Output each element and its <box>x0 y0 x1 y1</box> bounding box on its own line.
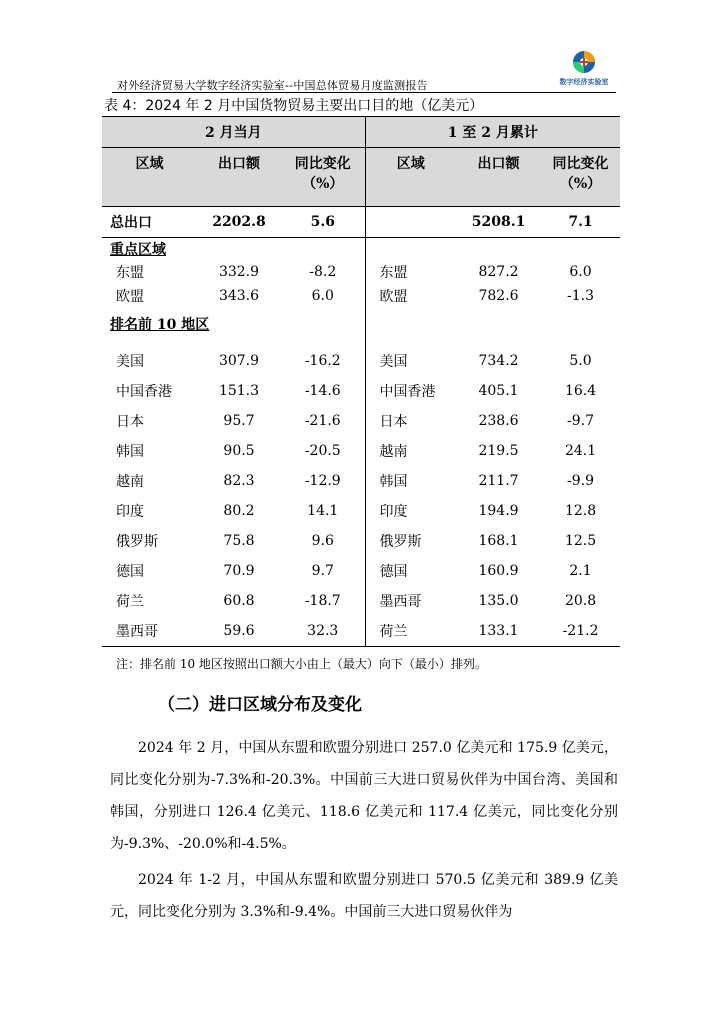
table-row <box>102 376 620 406</box>
cumulative-yoy: 5.0 <box>569 353 592 369</box>
cumulative-region: 美国 <box>365 346 456 376</box>
cumulative-yoy: 20.8 <box>564 593 597 609</box>
table-column-header <box>102 148 620 207</box>
monthly-value: 343.6 <box>218 288 260 304</box>
cumulative-region: 越南 <box>365 436 456 466</box>
total-row <box>102 207 620 238</box>
cumulative-region: 德国 <box>365 556 456 586</box>
table-row <box>102 284 620 308</box>
col-region: 区域 <box>365 148 456 207</box>
cumulative-value: 734.2 <box>478 353 519 369</box>
section-top10-label: 排名前 10 地区 <box>110 317 210 333</box>
monthly-region: 韩国 <box>116 444 144 460</box>
monthly-yoy: -16.2 <box>304 353 341 369</box>
total-cumulative-label <box>365 207 456 238</box>
cumulative-region: 欧盟 <box>365 284 456 308</box>
monthly-value: 80.2 <box>223 503 255 519</box>
monthly-yoy: -20.5 <box>304 443 341 459</box>
cumulative-yoy: 16.4 <box>564 383 597 399</box>
table-row <box>102 436 620 466</box>
total-monthly-yoy: 5.6 <box>281 207 365 238</box>
section-title: （二）进口区域分布及变化 <box>158 695 362 715</box>
cumulative-value: 782.6 <box>478 288 519 304</box>
cumulative-value: 219.5 <box>478 443 519 459</box>
monthly-yoy: 9.6 <box>311 533 334 549</box>
cumulative-value: 135.0 <box>478 593 519 609</box>
cumulative-region: 荷兰 <box>365 616 456 647</box>
total-monthly-value: 2202.8 <box>197 207 281 238</box>
table-row <box>102 260 620 284</box>
cumulative-yoy: 12.8 <box>564 503 597 519</box>
cumulative-value: 827.2 <box>478 264 519 280</box>
cumulative-yoy: -9.9 <box>567 473 595 489</box>
export-destination-table <box>102 116 620 647</box>
monthly-region: 中国香港 <box>116 384 172 400</box>
monthly-region: 越南 <box>116 474 144 490</box>
report-header: 对外经济贸易大学数字经济实验室--中国总体贸易月度监测报告 <box>117 79 428 92</box>
monthly-value: 75.8 <box>223 533 255 549</box>
total-cumulative-yoy: 7.1 <box>541 207 620 238</box>
lab-logo-text: 数字经济实验室 <box>559 78 609 86</box>
cumulative-region: 韩国 <box>365 466 456 496</box>
lab-logo <box>554 50 614 90</box>
table-row <box>102 616 620 647</box>
table-row <box>102 406 620 436</box>
cumulative-yoy: 12.5 <box>564 533 597 549</box>
monthly-region: 墨西哥 <box>102 616 197 647</box>
cumulative-value: 405.1 <box>478 383 519 399</box>
table-row <box>102 466 620 496</box>
cumulative-yoy: 24.1 <box>564 443 597 459</box>
monthly-region: 俄罗斯 <box>116 534 158 550</box>
monthly-region: 美国 <box>116 354 144 370</box>
monthly-region: 德国 <box>116 564 144 580</box>
period-cumulative: 1 至 2 月累计 <box>365 117 620 148</box>
monthly-region: 日本 <box>116 414 144 430</box>
cumulative-yoy: -21.2 <box>541 616 620 647</box>
lab-logo-icon <box>572 50 596 74</box>
total-cumulative-value: 5208.1 <box>456 207 541 238</box>
paragraph: 2024 年 1-2 月，中国从东盟和欧盟分别进口 570.5 亿美元和 389.9 亿美元，同比变化分别为 3.3%和-9.4%。中国前三大进口贸易伙伴为 <box>110 872 618 920</box>
period-monthly: 2 月当月 <box>102 117 365 148</box>
monthly-region: 东盟 <box>116 265 144 281</box>
section-top10 <box>102 308 620 340</box>
cumulative-region: 墨西哥 <box>365 586 456 616</box>
monthly-value: 307.9 <box>218 353 260 369</box>
table-row <box>102 526 620 556</box>
table-row <box>102 556 620 586</box>
col-export: 出口额 <box>197 148 281 207</box>
monthly-yoy: 32.3 <box>281 616 365 647</box>
cumulative-region: 东盟 <box>365 260 456 284</box>
monthly-value: 60.8 <box>223 593 255 609</box>
cumulative-value: 211.7 <box>478 473 519 489</box>
col-region: 区域 <box>102 148 197 207</box>
monthly-yoy: 14.1 <box>307 503 339 519</box>
monthly-yoy: 6.0 <box>311 288 334 304</box>
header-divider <box>112 92 616 93</box>
cumulative-value: 194.9 <box>478 503 519 519</box>
table-period-header <box>102 117 620 148</box>
cumulative-region: 日本 <box>365 406 456 436</box>
table-note: 注：排名前 10 地区按照出口额大小由上（最大）向下（最小）排列。 <box>116 657 487 671</box>
cumulative-region: 俄罗斯 <box>365 526 456 556</box>
col-export: 出口额 <box>456 148 541 207</box>
monthly-region: 欧盟 <box>116 289 144 305</box>
col-yoy: 同比变化 （%） <box>541 148 620 207</box>
cumulative-yoy: -9.7 <box>567 413 595 429</box>
cumulative-region: 印度 <box>365 496 456 526</box>
cumulative-value: 133.1 <box>456 616 541 647</box>
monthly-value: 82.3 <box>223 473 255 489</box>
monthly-value: 151.3 <box>218 383 260 399</box>
cumulative-value: 168.1 <box>478 533 519 549</box>
monthly-region: 荷兰 <box>116 594 144 610</box>
section-key-regions-label: 重点区域 <box>110 242 166 258</box>
col-yoy: 同比变化 （%） <box>281 148 365 207</box>
monthly-yoy: -12.9 <box>304 473 341 489</box>
table-row <box>102 586 620 616</box>
monthly-yoy: -18.7 <box>304 593 341 609</box>
cumulative-yoy: 2.1 <box>569 563 592 579</box>
monthly-value: 332.9 <box>218 264 260 280</box>
monthly-region: 印度 <box>116 504 144 520</box>
table-row <box>102 346 620 376</box>
cumulative-yoy: -1.3 <box>567 288 595 304</box>
section-key-regions <box>102 238 620 261</box>
cumulative-yoy: 6.0 <box>569 264 592 280</box>
paragraph: 2024 年 2 月，中国从东盟和欧盟分别进口 257.0 亿美元和 175.9 亿美元，同比变化分别为-7.3%和-20.3%。中国前三大进口贸易伙伴为中国台湾、美国和韩国，分别进口 126.4 亿美元、118.6 亿美元和 117.4 亿美元，同比变化分别为-9.3%、-20.0%和-4.5%。 <box>110 740 618 852</box>
monthly-yoy: -14.6 <box>304 383 341 399</box>
monthly-value: 90.5 <box>223 443 255 459</box>
monthly-yoy: -21.6 <box>304 413 341 429</box>
cumulative-value: 160.9 <box>478 563 519 579</box>
monthly-value: 59.6 <box>197 616 281 647</box>
monthly-yoy: 9.7 <box>311 563 334 579</box>
cumulative-value: 238.6 <box>478 413 519 429</box>
table-caption: 表 4：2024 年 2 月中国货物贸易主要出口目的地（亿美元） <box>104 98 484 114</box>
monthly-value: 70.9 <box>223 563 255 579</box>
monthly-yoy: -8.2 <box>309 264 337 280</box>
monthly-value: 95.7 <box>223 413 255 429</box>
total-label: 总出口 <box>102 207 197 238</box>
table-row <box>102 496 620 526</box>
cumulative-region: 中国香港 <box>365 376 456 406</box>
